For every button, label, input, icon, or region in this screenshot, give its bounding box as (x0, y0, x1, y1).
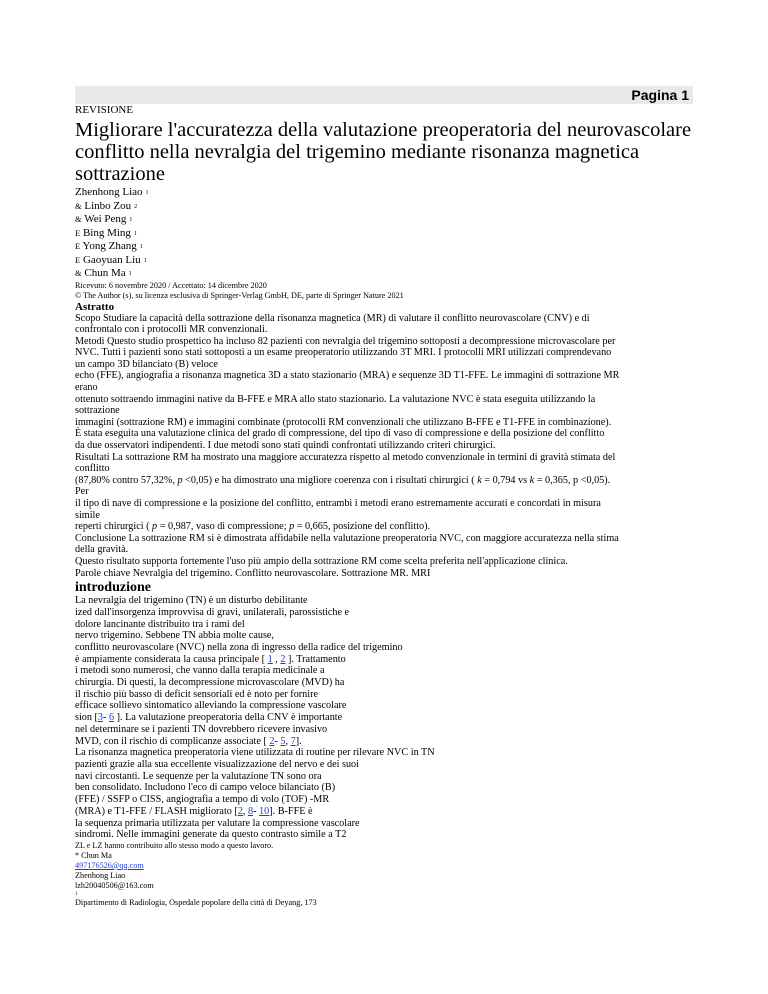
citation-link[interactable]: 2 (269, 735, 275, 747)
citation-link[interactable]: 2 (280, 653, 286, 665)
copyright-line: © The Author (s), su licenza esclusiva di Springer-Verlag GmbH, DE, parte di Springer Nature 2021 (75, 290, 404, 300)
author-entry: & Chun Ma $^1$ (75, 267, 132, 279)
abstract-line: Risultati La sottrazione RM ha mostrato una maggiore accuratezza rispetto al metodo convenzionale in termini di gravità stimata del (75, 451, 616, 463)
abstract-line: immagini (sottrazione RM) e immagini combinate (protocolli RM convenzionali che utilizzano B-FFE e T1-FFE in combinazione). (75, 416, 612, 428)
body-line: navi circostanti. Le sequenze per la valutazione TN sono ora (75, 770, 322, 782)
page-number-label: Pagina 1 (631, 87, 689, 103)
section-tag: REVISIONE (75, 104, 134, 116)
abstract-line: conflitto (75, 463, 110, 475)
keywords-line: Parole chiave Nevralgia del trigemino. Conflitto neurovascolare. Sottrazione MR. MRI (75, 567, 431, 579)
email-link[interactable]: 497176526@qq.com (75, 860, 144, 870)
abstract-line: È stata eseguita una valutazione clinica del grado di compressione, del tipo di vaso di compressione e della posizione del conflitto (75, 428, 605, 440)
second-author-name: Zhenhong Liao (75, 870, 126, 880)
abstract-line: da due osservatori indipendenti. I due metodi sono stati quindi confrontati utilizzando criteri chirurgici. (75, 440, 496, 452)
abstract-line: Questo risultato supporta fortemente l'uso più ampio della sottrazione RM come scelta preferita nell'applicazione clinica. (75, 555, 568, 567)
citation-link[interactable]: 5 (280, 735, 286, 747)
body-line: la sequenza primaria utilizzata per valutare la compressione vascolare (75, 817, 360, 829)
body-line: dolore lancinante distribuito tra i rami del (75, 618, 245, 630)
body-line: La risonanza magnetica preoperatoria viene utilizzata di routine per rilevare NVC in TN (75, 747, 435, 759)
abstract-line: echo (FFE), angiografia a risonanza magnetica 3D a stato stazionario (MRA) e sequenze 3D T1-FFE. Le immagini di sottrazione MR (75, 370, 620, 382)
title-line: sottrazione (75, 163, 165, 185)
body-line: sindromi. Nelle immagini generate da questo contrasto simile a T2 (75, 829, 347, 841)
citation-link[interactable]: 1 (267, 653, 273, 665)
author-entry: E Gaoyuan Liu $^1$ (75, 253, 147, 266)
abstract-line: ottenuto sottraendo immagini native da B-FFE e MRA allo stato stazionario. La valutazione NVC è stata eseguita utilizzando la (75, 393, 596, 405)
body-line: nervo trigemino. Sebbene TN abbia molte cause, (75, 630, 274, 642)
received-dates: Ricevuto: 6 novembre 2020 / Accettato: 14 dicembre 2020 (75, 280, 267, 290)
abstract-heading: Astratto (75, 300, 115, 313)
author-entry: E Yong Zhang $^1$ (75, 240, 143, 252)
title-line: conflitto nella nevralgia del trigemino mediante risonanza magnetica (75, 141, 640, 163)
body-line: ized dall'insorgenza improvvisa di gravi, unilaterali, parossistiche e (75, 606, 350, 618)
body-line: efficace sollievo sintomatico alleviando la compressione vascolare (75, 700, 347, 712)
body-line: ben consolidato. Includono l'eco di campo veloce bilanciato (B) (75, 782, 336, 794)
body-line: è ampiamente considerata la causa principale [ 1 , 2 ]. Trattamento (75, 653, 346, 665)
citation-link[interactable]: 3 (97, 712, 104, 724)
citation-link[interactable]: 7 (290, 735, 296, 747)
body-line: La nevralgia del trigemino (TN) è un disturbo debilitante (75, 595, 308, 607)
email-row (75, 861, 705, 871)
author-entry: Zhenhong Liao $^1$ (75, 186, 149, 198)
abstract-line: il tipo di nave di compressione e la posizione del conflitto, entrambi i metodi erano estremamente accurati e concordati in misura (75, 498, 601, 509)
corresponding-author: * Chun Ma (75, 850, 112, 860)
abstract-line: reperti chirurgici ( p = 0,987, vaso di compressione; p = 0,665, posizione del conflitto). (75, 521, 431, 533)
body-line: i metodi sono numerosi, che vanno dalla terapia medicinale a (75, 665, 325, 677)
author-list (75, 186, 705, 281)
body-line: pazienti grazie alla sua eccellente visualizzazione del nervo e dei suoi (75, 759, 359, 770)
abstract-line: erano (75, 382, 98, 394)
second-author-email: lzh20040506@163.com (75, 880, 154, 890)
footnotes (75, 841, 705, 908)
body-line: (FFE) / SSFP o CISS, angiografia a tempo di volo (TOF) -MR (75, 794, 330, 806)
abstract-line: confrontalo con i protocolli MR convenzionali. (75, 324, 268, 336)
introduction-heading: introduzione (75, 580, 151, 596)
introduction-body (75, 595, 705, 841)
abstract-line: NVC. Tutti i pazienti sono stati sottoposti a un esame preoperatorio utilizzando 3T MRI. I protocolli MRI utilizzati comprendevano (75, 347, 612, 359)
citation-link[interactable]: 6 (108, 712, 115, 724)
affiliation-mark: 1 (75, 891, 78, 897)
abstract-line: Scopo Studiare la capacità della sottrazione della risonanza magnetica (MR) di valutare il conflitto neurovascolare (CNV) e di (75, 312, 590, 324)
abstract-line: sottrazione (75, 405, 120, 417)
body-line: sion [3- 6 ]. La valutazione preoperatoria della CNV è importante (75, 712, 343, 724)
author-entry: E Bing Ming $^1$ (75, 226, 137, 239)
page-header-bar (75, 86, 693, 104)
citation-link[interactable]: 2 (237, 805, 243, 817)
abstract-line: un campo 3D bilanciato (B) veloce (75, 358, 218, 370)
title-line: Migliorare l'accuratezza della valutazione preoperatoria del neurovascolare (75, 119, 692, 141)
body-line: nel determinare se i pazienti TN dovrebbero ricevere invasivo (75, 723, 328, 735)
abstract-line: Conclusione La sottrazione RM si è dimostrata affidabile nella valutazione preoperatoria NVC, con maggiore accuratezza nella stima (75, 532, 619, 544)
article-content (75, 104, 705, 908)
abstract-line: Per (75, 486, 89, 498)
abstract-line: della gravità. (75, 544, 129, 556)
citation-link[interactable]: 10 (259, 805, 270, 817)
body-line: il rischio più basso di deficit sensoriali ed è noto per fornire (75, 688, 319, 700)
body-line: chirurgia. Di questi, la decompressione microvascolare (MVD) ha (75, 677, 345, 689)
contribution-note: ZL e LZ hanno contribuito allo stesso modo a questo lavoro. (75, 840, 274, 850)
abstract-line: simile (75, 509, 100, 521)
abstract-line: Metodi Questo studio prospettico ha incluso 82 pazienti con nevralgia del trigemino sottoposti a decompressione microvascolare per (75, 335, 616, 347)
author-entry: & Wei Peng $^1$ (75, 213, 133, 225)
abstract-body (75, 313, 705, 580)
article-title (75, 119, 705, 185)
body-line: conflitto neurovascolare (NVC) nella zona di ingresso della radice del trigemino (75, 641, 403, 653)
affiliation-line: Dipartimento di Radiologia, Ospedale popolare della città di Deyang, 173 (75, 897, 317, 907)
citation-link[interactable]: 8 (248, 805, 254, 817)
author-entry: & Linbo Zou $^2$ (75, 199, 138, 212)
body-line: MVD, con il rischio di complicanze associate [ 2- 5, 7]. (75, 735, 302, 747)
abstract-line: (87,80% contro 57,32%, p <0,05) e ha dimostrato una migliore coerenza con i risultati chirurgici ( k = 0,794 vs k = 0,365, p <0,05). (75, 474, 611, 486)
body-line: (MRA) e T1-FFE / FLASH migliorato [2, 8- 10]. B-FFE è (75, 805, 313, 817)
